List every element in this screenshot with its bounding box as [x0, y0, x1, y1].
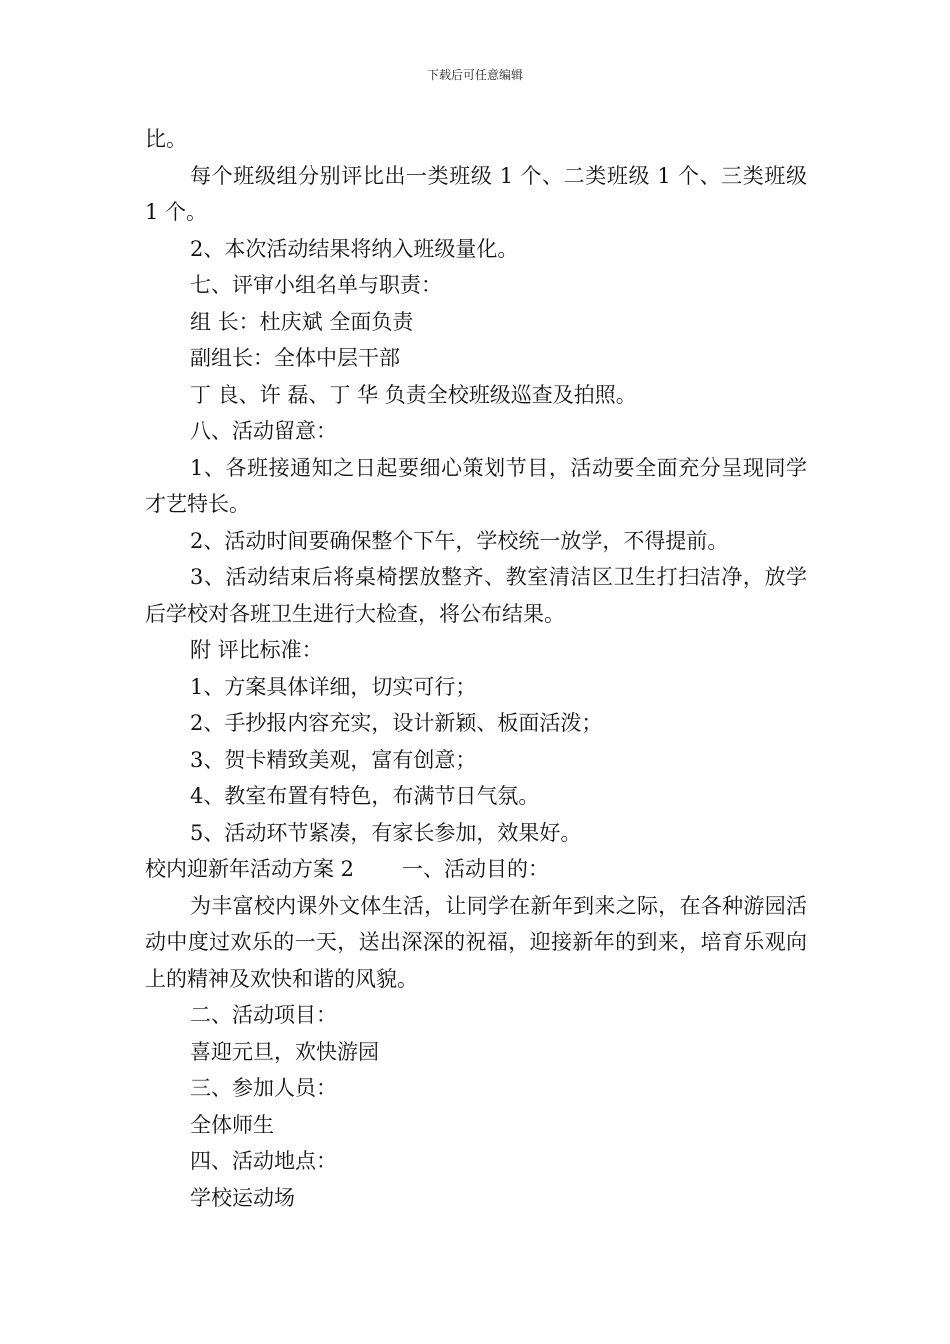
- paragraph: 四、活动地点：: [190, 1149, 337, 1173]
- paragraph: 2、活动时间要确保整个下午，学校统一放学，不得提前。: [190, 528, 729, 553]
- paragraph: 每个班级组分别评比出一类班级 1 个、二类班级 1 个、三类班级 1 个。: [145, 163, 807, 224]
- paragraph: 2、本次活动结果将纳入班级量化。: [190, 236, 519, 261]
- paragraph: 3、贺卡精致美观，富有创意；: [190, 747, 477, 772]
- paragraph: 组 长：杜庆斌 全面负责: [190, 309, 414, 334]
- document-body: [145, 121, 807, 1216]
- paragraph: 1、各班接通知之日起要细心策划节目，活动要全面充分呈现同学才艺特长。: [145, 455, 807, 516]
- paragraph: 4、教室布置有特色，布满节日气氛。: [190, 784, 540, 808]
- section-2-title: 校内迎新年活动方案 2: [145, 857, 355, 881]
- section-2-content: [145, 888, 807, 1217]
- paragraph: 三、参加人员：: [190, 1076, 337, 1100]
- paragraph: 学校运动场: [190, 1185, 295, 1210]
- page-header: 下载后可任意编辑: [426, 68, 523, 82]
- paragraph: 八、活动留意：: [190, 419, 337, 443]
- paragraph: 附 评比标准：: [190, 638, 323, 662]
- section-2-first-heading: 一、活动目的：: [402, 857, 550, 881]
- paragraph: 二、活动项目：: [190, 1003, 337, 1027]
- paragraph: 比。: [145, 127, 187, 151]
- paragraph: 3、活动结束后将桌椅摆放整齐、教室清洁区卫生打扫洁净，放学后学校对各班卫生进行大检查，将公布结果。: [145, 565, 807, 626]
- paragraph: 1、方案具体详细，切实可行；: [190, 674, 477, 699]
- paragraph: 喜迎元旦，欢快游园: [190, 1039, 379, 1064]
- paragraph: 丁 良、许 磊、丁 华 负责全校班级巡查及拍照。: [190, 382, 637, 407]
- paragraph: 为丰富校内课外文体生活，让同学在新年到来之际，在各种游园活动中度过欢乐的一天，送出深深的祝福，迎接新年的到来，培育乐观向上的精神及欢快和谐的风貌。: [145, 893, 807, 991]
- paragraph: 全体师生: [190, 1112, 274, 1137]
- section-1-content: [145, 121, 807, 851]
- paragraph: 副组长：全体中层干部: [190, 346, 400, 370]
- paragraph: 2、手抄报内容充实，设计新颖、板面活泼；: [190, 711, 603, 735]
- section-2-title-line: [145, 851, 807, 888]
- paragraph: 七、评审小组名单与职责：: [190, 273, 442, 297]
- paragraph: 5、活动环节紧凑，有家长参加，效果好。: [190, 820, 582, 845]
